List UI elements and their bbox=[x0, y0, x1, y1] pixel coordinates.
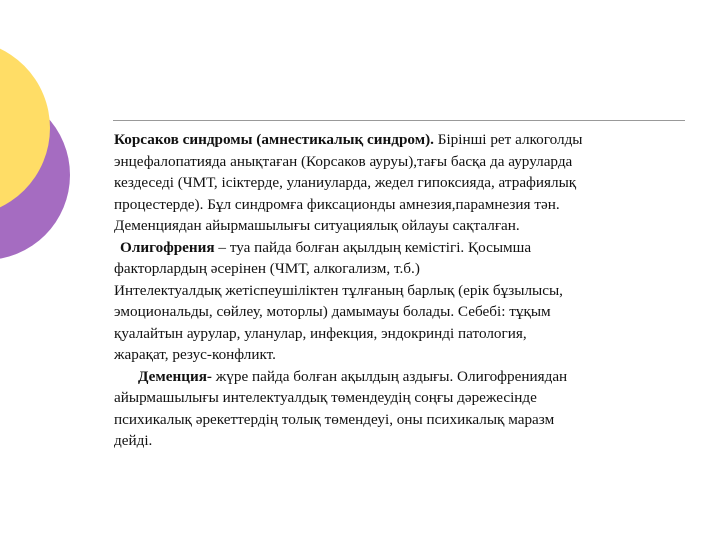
text-line: психикалық әрекеттердің толық төмендеуі, оны психикалық маразм bbox=[114, 410, 555, 428]
yellow-circle-decoration bbox=[0, 40, 50, 216]
text-line: энцефалопатияда анықтаған (Корсаков ауруы),тағы басқа да ауруларда bbox=[114, 152, 573, 170]
paragraph-korsakov bbox=[114, 129, 714, 237]
document-body bbox=[114, 129, 714, 452]
text-line: дейді. bbox=[114, 432, 153, 449]
paragraph-dementia bbox=[114, 366, 714, 452]
text-line: факторлардың әсерінен (ЧМТ, алкогализм, т.б.) bbox=[114, 260, 420, 277]
horizontal-rule bbox=[113, 120, 685, 121]
text-line: жүре пайда болған ақылдың аздығы. Олигофрениядан bbox=[212, 367, 568, 385]
text-line: эмоциональды, сөйлеу, моторлы) дамымауы болады. Себебі: тұқым bbox=[114, 303, 551, 320]
text-line: Интелектуалдық жетіспеушіліктен тұлғаның барлық (ерік бұзылысы, bbox=[114, 281, 563, 299]
text-line: Бірінші рет алкоголды bbox=[433, 131, 583, 148]
text-line: Деменциядан айырмашылығы ситуациялық ойлауы сақталған. bbox=[114, 217, 520, 234]
text-line: жарақат, резус-конфликт. bbox=[114, 346, 276, 363]
text-line: процестерде). Бұл синдромға фиксационды амнезия,парамнезия тән. bbox=[114, 195, 560, 213]
text-line: қуалайтын аурулар, уланулар, инфекция, эндокринді патология, bbox=[114, 324, 527, 342]
paragraph-oligophrenia bbox=[114, 237, 714, 366]
text-line: айырмашылығы интелектуалдық төмендеудің соңғы дәрежесінде bbox=[114, 389, 537, 406]
text-line: – туа пайда болған ақылдың кемістігі. Қосымша bbox=[214, 238, 532, 256]
term-oligophrenia: Олигофрения bbox=[120, 238, 215, 256]
purple-circle-decoration bbox=[0, 90, 70, 260]
term-korsakov: Корсаков синдромы (амнестикалық синдром). bbox=[114, 131, 434, 148]
term-dementia: Деменция- bbox=[138, 367, 212, 385]
text-line: кездеседі (ЧМТ, ісіктерде, уланиуларда, жедел гипоксияда, атрафиялық bbox=[114, 174, 577, 191]
